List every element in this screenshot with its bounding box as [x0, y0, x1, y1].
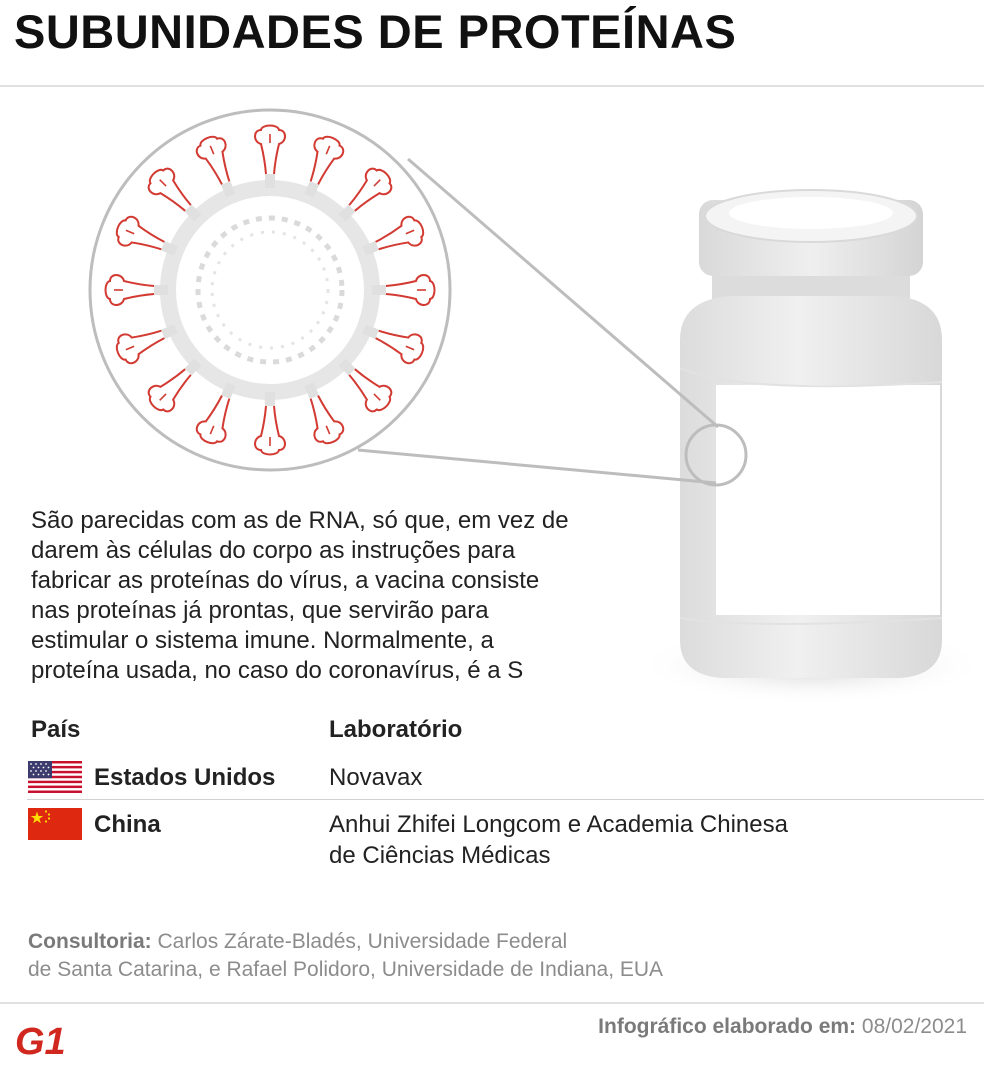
g1-logo	[14, 1021, 74, 1059]
infographic-title: SUBUNIDADES DE PROTEÍNAS	[14, 5, 737, 58]
lab-anhui-zhifei	[329, 809, 788, 871]
footer-divider	[0, 1002, 984, 1004]
description-line: nas proteínas já prontas, que servirão para	[31, 597, 489, 624]
row-divider	[27, 799, 984, 800]
description	[31, 506, 691, 686]
magnified-virus	[90, 110, 450, 470]
credit-label: Consultoria:	[28, 930, 152, 953]
credits	[28, 928, 928, 984]
lab-novavax	[329, 762, 422, 793]
credit-line-1: Carlos Zárate-Bladés, Universidade Federal	[157, 930, 568, 953]
footer-date-note	[598, 1015, 967, 1039]
title-divider	[0, 85, 984, 87]
china-flag-icon	[28, 808, 82, 840]
description-line: São parecidas com as de RNA, só que, em vez de	[31, 507, 569, 534]
description-line: proteína usada, no caso do coronavírus, é a S	[31, 657, 524, 684]
country-usa: Estados Unidos	[94, 764, 276, 791]
lab-line: Novavax	[329, 764, 423, 791]
lab-line: Anhui Zhifei Longcom e Academia Chinesa	[329, 811, 788, 838]
credit-line	[28, 928, 928, 956]
header-lab: Laboratório	[329, 716, 463, 743]
usa-flag-icon	[28, 761, 82, 793]
description-line: estimular o sistema imune. Normalmente, a	[31, 627, 494, 654]
g1-logo-text: G1	[15, 1021, 66, 1059]
description-line: darem às células do corpo as instruções para	[31, 537, 516, 564]
credit-line-2: de Santa Catarina, e Rafael Polidoro, Universidade de Indiana, EUA	[28, 958, 664, 981]
footer-date: 08/02/2021	[861, 1015, 967, 1038]
footer-label: Infográfico elaborado em:	[598, 1015, 857, 1038]
lab-line: de Ciências Médicas	[329, 842, 551, 869]
country-china: China	[94, 811, 161, 838]
header-country: País	[31, 716, 81, 743]
description-line: fabricar as proteínas do vírus, a vacina consiste	[31, 567, 540, 594]
